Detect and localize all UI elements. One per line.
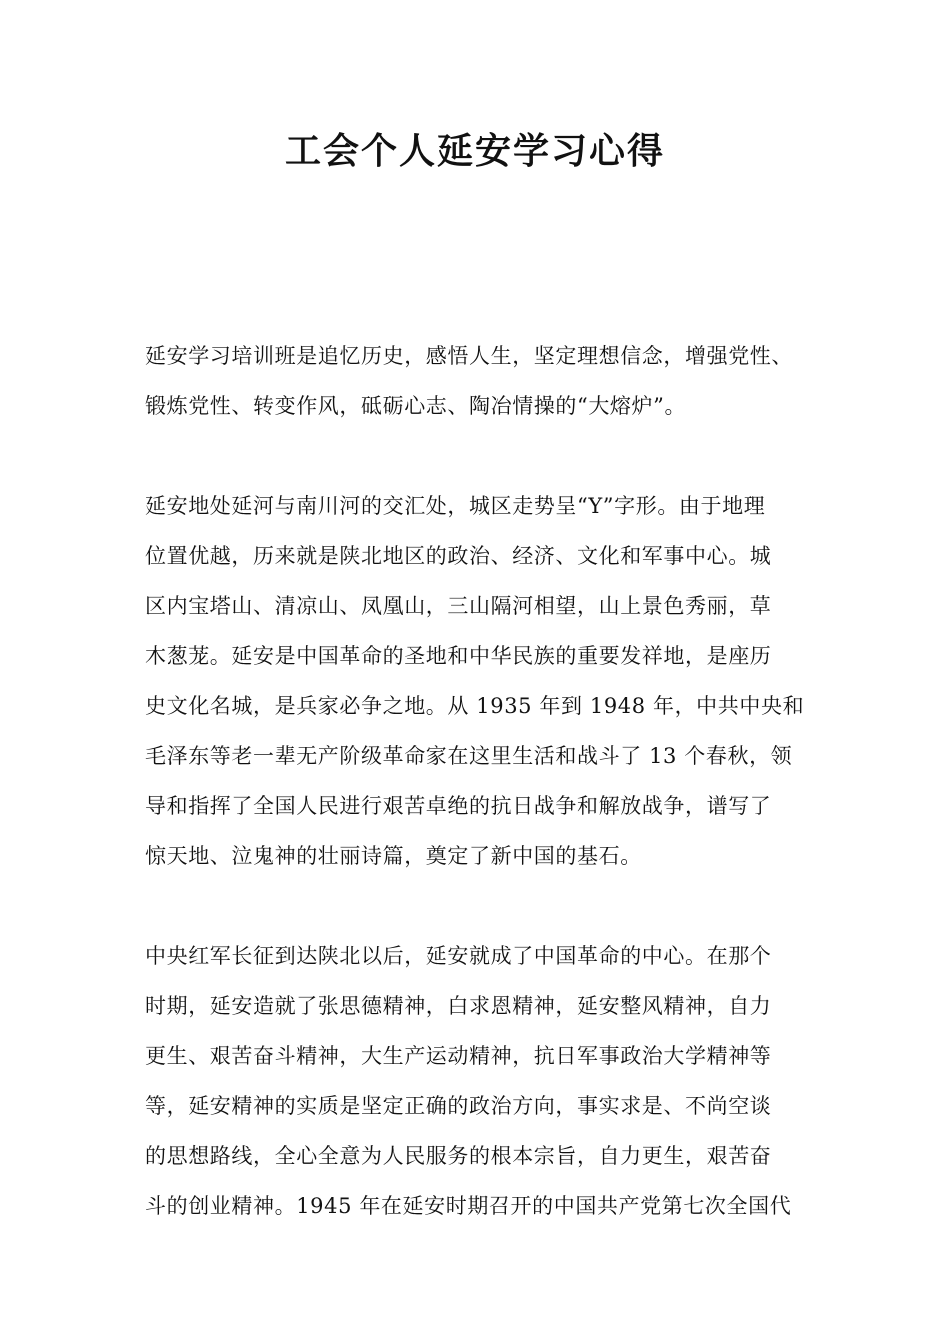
paragraph-line: 时期，延安造就了张思德精神，白求恩精神，延安整风精神，自力 xyxy=(145,994,772,1018)
document-body xyxy=(145,331,811,1281)
paragraph-line: 中央红军长征到达陕北以后，延安就成了中国革命的中心。在那个 xyxy=(145,944,772,968)
paragraph-line: 区内宝塔山、清凉山、凤凰山，三山隔河相望，山上景色秀丽，草 xyxy=(145,594,772,618)
paragraph-intro xyxy=(145,331,811,431)
paragraph-line: 等，延安精神的实质是坚定正确的政治方向，事实求是、不尚空谈 xyxy=(145,1094,772,1118)
paragraph-line: 延安地处延河与南川河的交汇处，城区走势呈“Y”字形。由于地理 xyxy=(145,494,766,518)
paragraph-line: 锻炼党性、转变作风，砥砺心志、陶冶情操的“大熔炉”。 xyxy=(145,394,687,418)
paragraph-yanan-history xyxy=(145,481,811,881)
paragraph-line: 导和指挥了全国人民进行艰苦卓绝的抗日战争和解放战争，谱写了 xyxy=(145,794,772,818)
paragraph-line: 延安学习培训班是追忆历史，感悟人生，坚定理想信念，增强党性、 xyxy=(145,344,793,368)
paragraph-line: 毛泽东等老一辈无产阶级革命家在这里生活和战斗了 13 个春秋，领 xyxy=(145,744,793,768)
document-title: 工会个人延安学习心得 xyxy=(284,131,665,172)
paragraph-line: 位置优越，历来就是陕北地区的政治、经济、文化和军事中心。城 xyxy=(145,544,772,568)
paragraph-line: 斗的创业精神。1945 年在延安时期召开的中国共产党第七次全国代 xyxy=(145,1194,792,1218)
paragraph-yanan-spirit xyxy=(145,931,811,1231)
paragraph-line: 史文化名城，是兵家必争之地。从 1935 年到 1948 年，中共中央和 xyxy=(145,694,805,718)
paragraph-line: 的思想路线，全心全意为人民服务的根本宗旨，自力更生，艰苦奋 xyxy=(145,1144,772,1168)
paragraph-line: 木葱茏。延安是中国革命的圣地和中华民族的重要发祥地，是座历 xyxy=(145,644,772,668)
paragraph-line: 惊天地、泣鬼神的壮丽诗篇，奠定了新中国的基石。 xyxy=(145,844,642,868)
paragraph-line: 更生、艰苦奋斗精神，大生产运动精神，抗日军事政治大学精神等 xyxy=(145,1044,772,1068)
